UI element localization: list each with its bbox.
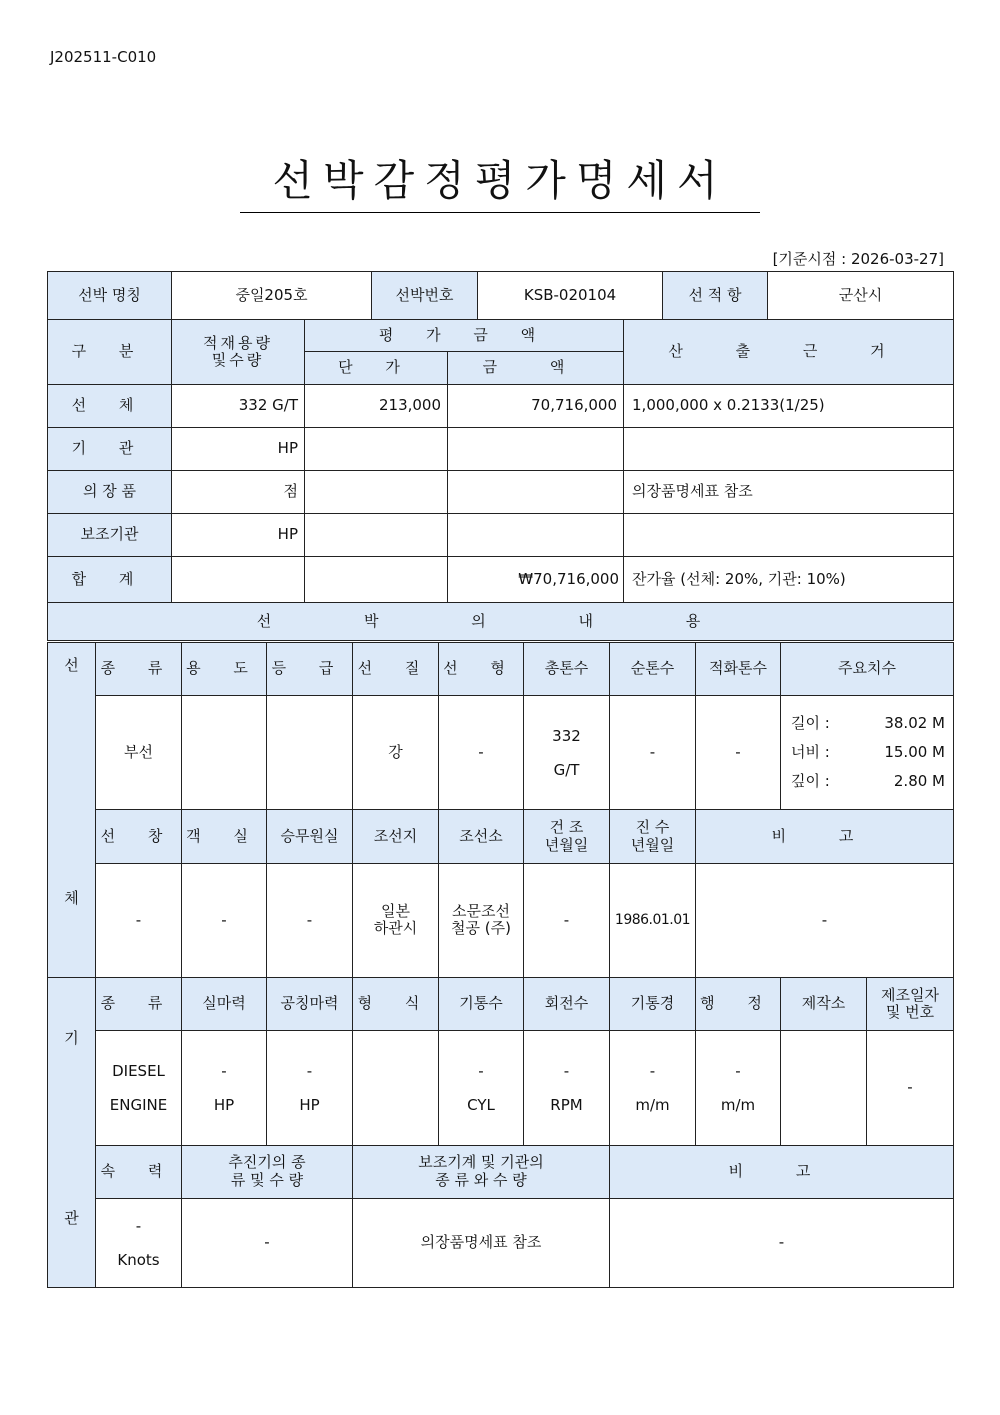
cylinders-value — [439, 1031, 524, 1145]
depth-value: 2.80 M — [893, 772, 945, 791]
row-label: 보조기관 — [48, 514, 172, 557]
hull-grade-header: 등 급 — [267, 643, 353, 696]
bore-unit: m/m — [635, 1095, 670, 1114]
basis-value: 의장품명세표 참조 — [624, 471, 954, 514]
cylinders-unit: CYL — [467, 1095, 495, 1114]
hull-grade-value — [267, 696, 353, 810]
engine-type-line2: ENGINE — [109, 1095, 168, 1114]
hold-header: 선 창 — [96, 810, 182, 863]
cabin-header: 객 실 — [182, 810, 267, 863]
category-header: 구 분 — [48, 320, 172, 385]
unit-price-value: 213,000 — [305, 385, 448, 428]
amount-value — [448, 428, 624, 471]
length-row — [791, 709, 953, 738]
nominal-hp-unit: HP — [299, 1095, 320, 1114]
stroke-number: - — [735, 1061, 741, 1080]
build-date-value: - — [524, 863, 610, 977]
main-dimensions-header: 주요치수 — [781, 643, 954, 696]
hull-use-value — [182, 696, 267, 810]
engine-note-value: - — [610, 1198, 954, 1287]
port-value: 군산시 — [768, 272, 954, 320]
rpm-number: - — [563, 1061, 570, 1080]
build-place-header: 조선지 — [353, 810, 439, 863]
engine-note-header: 비 고 — [610, 1145, 954, 1198]
breadth-label: 너비 : — [791, 743, 830, 762]
hull-material-header: 선 질 — [353, 643, 439, 696]
cargo-tonnage-value: - — [696, 696, 781, 810]
stroke-value — [696, 1031, 781, 1145]
gross-tonnage-number: 332 — [552, 726, 581, 745]
base-date: [기준시점 : 2026-03-27] — [772, 250, 944, 268]
rpm-header: 회전수 — [524, 978, 610, 1031]
engine-side-label — [48, 978, 96, 1288]
cabin-value: - — [182, 863, 267, 977]
amount-group-header: 평 가 금 액 — [305, 320, 624, 352]
engine-side-top: 기 — [64, 1029, 79, 1047]
hull-note-value: - — [696, 863, 954, 977]
hull-side-top: 선 — [64, 656, 79, 674]
net-tonnage-value: - — [610, 696, 696, 810]
valuation-table — [47, 271, 954, 641]
launch-date-value: 1986.01.01 — [610, 863, 696, 977]
hull-form-value: - — [439, 696, 524, 810]
nominal-hp-value — [267, 1031, 353, 1145]
capacity-value: 332 G/T — [172, 385, 305, 428]
total-unit-price — [305, 557, 448, 603]
ship-info-row — [48, 272, 954, 320]
propeller-header: 추진기의 종류 및 수 량 — [182, 1145, 353, 1198]
ship-name-value: 중일205호 — [172, 272, 372, 320]
valuation-row — [48, 428, 954, 471]
length-label: 길이 : — [791, 714, 830, 733]
maker-header: 제작소 — [781, 978, 867, 1031]
ship-name-label: 선박 명칭 — [48, 272, 172, 320]
aux-machinery-header: 보조기계 및 기관의 종 류 와 수 량 — [353, 1145, 610, 1198]
speed-header: 속 력 — [96, 1145, 182, 1198]
hull-side-bottom: 체 — [64, 888, 79, 907]
total-row — [48, 557, 954, 603]
real-hp-number: - — [221, 1061, 227, 1080]
amount-header: 금 액 — [448, 352, 624, 385]
total-label: 합 계 — [48, 557, 172, 603]
crew-room-value: - — [267, 863, 353, 977]
basis-header: 산 출 근 거 — [624, 320, 954, 385]
hull-form-header: 선 형 — [439, 643, 524, 696]
row-label: 선 체 — [48, 385, 172, 428]
breadth-row — [791, 738, 953, 767]
details-table — [47, 642, 954, 1288]
rpm-unit: RPM — [550, 1095, 583, 1114]
basis-value — [624, 428, 954, 471]
ship-no-label: 선박번호 — [372, 272, 478, 320]
engine-form-value — [353, 1031, 439, 1145]
nominal-hp-number: - — [306, 1061, 313, 1080]
breadth-value: 15.00 M — [884, 743, 945, 762]
gross-tonnage-value — [524, 696, 610, 810]
page-title: 선박감정평가명세서 — [240, 148, 760, 213]
total-capacity — [172, 557, 305, 603]
valuation-row — [48, 514, 954, 557]
row-label: 기 관 — [48, 428, 172, 471]
propeller-value: - — [182, 1198, 353, 1287]
amount-value — [448, 471, 624, 514]
depth-label: 깊이 : — [791, 772, 830, 791]
hull-material-value: 강 — [353, 696, 439, 810]
mfg-date-value: - — [867, 1031, 954, 1145]
document-number: J202511-C010 — [50, 48, 157, 66]
capacity-value: 점 — [172, 471, 305, 514]
total-amount: ₩70,716,000 — [448, 557, 624, 603]
capacity-header: 적재용량 및수량 — [172, 320, 305, 385]
amount-value — [448, 514, 624, 557]
main-dimensions-value — [781, 696, 954, 810]
cargo-tonnage-header: 적화톤수 — [696, 643, 781, 696]
real-hp-header: 실마력 — [182, 978, 267, 1031]
depth-row — [791, 767, 953, 796]
bore-value — [610, 1031, 696, 1145]
build-place-value: 일본 하관시 — [353, 863, 439, 977]
net-tonnage-header: 순톤수 — [610, 643, 696, 696]
nominal-hp-header: 공칭마력 — [267, 978, 353, 1031]
unit-price-value — [305, 428, 448, 471]
valuation-row — [48, 471, 954, 514]
build-date-header: 건 조 년월일 — [524, 810, 610, 863]
hull-note-header: 비 고 — [696, 810, 954, 863]
port-label: 선 적 항 — [663, 272, 768, 320]
aux-machinery-value: 의장품명세표 참조 — [353, 1198, 610, 1287]
row-label: 의 장 품 — [48, 471, 172, 514]
engine-form-header: 형 식 — [353, 978, 439, 1031]
crew-room-header: 승무원실 — [267, 810, 353, 863]
gross-tonnage-header: 총톤수 — [524, 643, 610, 696]
total-basis: 잔가율 (선체: 20%, 기관: 10%) — [624, 557, 954, 603]
cylinders-number: - — [478, 1061, 484, 1080]
real-hp-value — [182, 1031, 267, 1145]
hull-use-header: 용 도 — [182, 643, 267, 696]
amount-value: 70,716,000 — [448, 385, 624, 428]
cylinders-header: 기통수 — [439, 978, 524, 1031]
hull-side-label — [48, 643, 96, 978]
basis-value — [624, 514, 954, 557]
basis-value: 1,000,000 x 0.2133(1/25) — [624, 385, 954, 428]
maker-value — [781, 1031, 867, 1145]
stroke-unit: m/m — [720, 1095, 756, 1114]
launch-date-header: 진 수 년월일 — [610, 810, 696, 863]
hold-value: - — [96, 863, 182, 977]
hull-type-header: 종 류 — [96, 643, 182, 696]
unit-price-value — [305, 471, 448, 514]
stroke-header: 행 정 — [696, 978, 781, 1031]
bore-number: - — [649, 1061, 656, 1080]
engine-type-header: 종 류 — [96, 978, 182, 1031]
unit-price-header: 단 가 — [305, 352, 448, 385]
speed-value — [96, 1198, 182, 1287]
hull-type-value: 부선 — [96, 696, 182, 810]
valuation-row — [48, 385, 954, 428]
speed-number: - — [135, 1216, 142, 1235]
bore-header: 기통경 — [610, 978, 696, 1031]
content-section-title: 선 박 의 내 용 — [48, 603, 954, 641]
shipyard-value: 소문조선 철공 (주) — [439, 863, 524, 977]
gross-tonnage-unit: G/T — [553, 760, 580, 779]
speed-unit: Knots — [117, 1250, 160, 1269]
mfg-date-header: 제조일자 및 번호 — [867, 978, 954, 1031]
unit-price-value — [305, 514, 448, 557]
ship-no-value: KSB-020104 — [478, 272, 663, 320]
capacity-value: HP — [172, 428, 305, 471]
real-hp-unit: HP — [213, 1095, 235, 1114]
engine-side-bottom: 관 — [64, 1208, 79, 1227]
length-value: 38.02 M — [884, 714, 945, 733]
capacity-value: HP — [172, 514, 305, 557]
engine-type-value — [96, 1031, 182, 1145]
shipyard-header: 조선소 — [439, 810, 524, 863]
rpm-value — [524, 1031, 610, 1145]
engine-type-line1: DIESEL — [112, 1061, 165, 1080]
